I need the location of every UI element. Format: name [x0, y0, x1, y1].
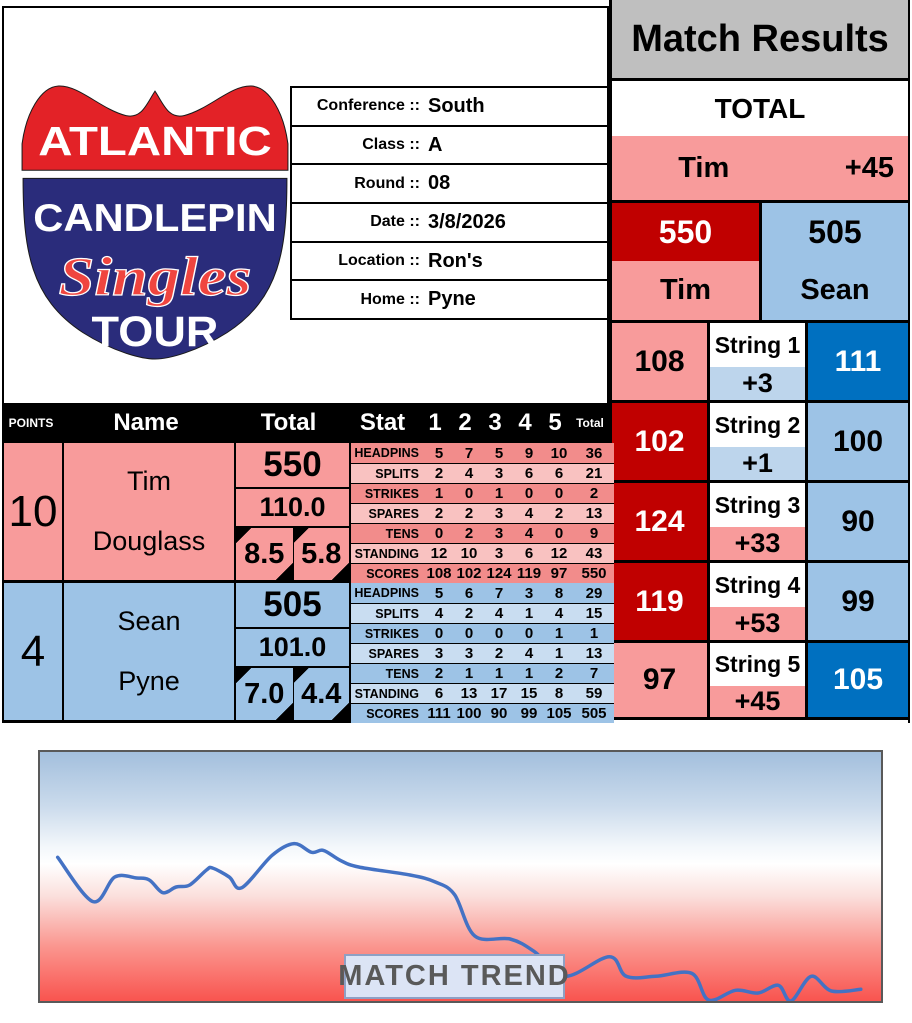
stat-value-game-2: 2: [454, 503, 484, 523]
info-value: 08: [428, 172, 451, 195]
string-row-2: [612, 400, 908, 480]
stat-value-game-2: 2: [454, 603, 484, 623]
string-diff: +33: [710, 527, 805, 560]
stat-value-game-2: 10: [454, 543, 484, 563]
stat-total: 2: [574, 483, 614, 503]
info-value: A: [428, 133, 443, 156]
stat-value-game-3: 3: [484, 523, 514, 543]
info-row-2: [292, 127, 607, 166]
stat-value-game-3: 5: [484, 443, 514, 463]
leader-row: [612, 136, 908, 200]
info-value: Ron's: [428, 249, 483, 272]
header-total: Total: [260, 409, 317, 436]
stat-value-game-5: 0: [544, 523, 574, 543]
stat-value-game-4: 1: [514, 603, 544, 623]
stat-value-game-5: 1: [544, 623, 574, 643]
stat-value-game-1: 3: [424, 643, 454, 663]
player-points: 4: [20, 626, 46, 676]
stat-value-game-3: 3: [484, 543, 514, 563]
info-row-3: [292, 165, 607, 204]
stat-value-game-4: 4: [514, 503, 544, 523]
string-mid: [710, 563, 808, 640]
stat-value-game-2: 2: [454, 523, 484, 543]
player-name: [62, 443, 234, 580]
stat-value-game-3: 1: [484, 483, 514, 503]
player-last-name: Pyne: [118, 666, 180, 697]
header-game-5: 5: [548, 409, 562, 436]
stat-total: 29: [574, 583, 614, 603]
player-metric-b: 4.4: [293, 668, 350, 720]
total-score-right: 505: [762, 203, 908, 261]
stat-value-game-1: 111: [424, 703, 454, 723]
string-mid: [710, 403, 808, 480]
player-last-name: Douglass: [92, 526, 206, 557]
stat-value-game-4: 6: [514, 463, 544, 483]
player-total: 505: [236, 583, 349, 629]
stat-value-game-5: 97: [544, 563, 574, 583]
string-mid: [710, 643, 808, 717]
stat-value-game-4: 119: [514, 563, 544, 583]
stat-value-game-1: 5: [424, 443, 454, 463]
stat-value-game-1: 2: [424, 463, 454, 483]
header-game-2: 2: [458, 409, 472, 436]
header-game-1: 1: [428, 409, 442, 436]
string-left-score: 124: [612, 483, 710, 560]
logo-text-atlantic: ATLANTIC: [38, 118, 272, 165]
stat-label: TENS: [351, 663, 424, 683]
stat-total: 13: [574, 643, 614, 663]
stat-value-game-1: 5: [424, 583, 454, 603]
string-label: String 3: [710, 483, 805, 527]
stat-label: SPLITS: [351, 463, 424, 483]
header-total-small: Total: [576, 416, 604, 430]
stat-label: STRIKES: [351, 623, 424, 643]
info-label: Date ::: [370, 213, 420, 231]
stat-value-game-5: 6: [544, 463, 574, 483]
string-row-3: [612, 480, 908, 560]
stat-value-game-3: 0: [484, 623, 514, 643]
stat-value-game-4: 99: [514, 703, 544, 723]
tour-logo: [18, 78, 292, 364]
string-diff: +1: [710, 447, 805, 480]
string-diff: +53: [710, 607, 805, 640]
stat-label: TENS: [351, 523, 424, 543]
string-left-score: 97: [612, 643, 710, 717]
stat-value-game-1: 0: [424, 523, 454, 543]
string-diff: +45: [710, 686, 805, 717]
info-value: Pyne: [428, 288, 476, 311]
player-average: 110.0: [236, 489, 349, 528]
match-results-panel: [609, 0, 910, 723]
player-metric-a: 8.5: [236, 528, 293, 580]
player-stats-grid: [349, 583, 612, 720]
players-table-header: [2, 403, 610, 443]
stat-label: SPARES: [351, 643, 424, 663]
stat-value-game-3: 3: [484, 463, 514, 483]
stat-value-game-5: 8: [544, 683, 574, 703]
string-left-score: 108: [612, 323, 710, 400]
stat-total: 59: [574, 683, 614, 703]
player-first-name: Sean: [117, 605, 181, 636]
stat-value-game-4: 9: [514, 443, 544, 463]
stat-label: STRIKES: [351, 483, 424, 503]
player-name-right: Sean: [762, 261, 908, 320]
player-metric-b: 5.8: [293, 528, 350, 580]
stat-value-game-1: 4: [424, 603, 454, 623]
total-header: TOTAL: [612, 81, 908, 136]
player-total-zone: [234, 583, 349, 720]
header-name: Name: [113, 409, 179, 436]
stat-total: 7: [574, 663, 614, 683]
player-total-zone: [234, 443, 349, 580]
info-label: Class ::: [362, 136, 420, 153]
player-stats-grid: [349, 443, 612, 580]
leader-name: Tim: [678, 151, 730, 184]
stat-value-game-3: 1: [484, 663, 514, 683]
string-mid: [710, 483, 808, 560]
info-value: South: [428, 94, 485, 117]
stat-label: STANDING: [351, 683, 424, 703]
match-trend-chart: [38, 750, 883, 1003]
stat-value-game-1: 12: [424, 543, 454, 563]
stat-value-game-5: 0: [544, 483, 574, 503]
header-stat: Stat: [359, 409, 406, 436]
info-value: 3/8/2026: [428, 210, 506, 233]
string-row-5: [612, 640, 908, 720]
info-row-6: [292, 281, 607, 318]
stat-label: STANDING: [351, 543, 424, 563]
string-row-4: [612, 560, 908, 640]
stat-value-game-3: 2: [484, 643, 514, 663]
stat-value-game-5: 105: [544, 703, 574, 723]
stat-label: HEADPINS: [351, 443, 424, 463]
player-row-1: [2, 443, 610, 583]
info-label: Home ::: [360, 290, 420, 308]
stat-label: SPLITS: [351, 603, 424, 623]
stat-value-game-1: 2: [424, 663, 454, 683]
stat-value-game-5: 2: [544, 663, 574, 683]
stat-value-game-3: 90: [484, 703, 514, 723]
string-left-score: 119: [612, 563, 710, 640]
total-score-left: 550: [612, 203, 762, 261]
stat-value-game-2: 4: [454, 463, 484, 483]
player-total: 550: [236, 443, 349, 489]
stat-value-game-4: 4: [514, 523, 544, 543]
stat-value-game-1: 2: [424, 503, 454, 523]
stat-value-game-4: 1: [514, 663, 544, 683]
trend-chart-label: MATCH TREND: [344, 954, 565, 999]
stat-value-game-3: 4: [484, 603, 514, 623]
stat-value-game-5: 1: [544, 643, 574, 663]
stat-value-game-5: 10: [544, 443, 574, 463]
player-metric-a: 7.0: [236, 668, 293, 720]
stat-label: SPARES: [351, 503, 424, 523]
stat-value-game-2: 3: [454, 643, 484, 663]
stat-value-game-3: 17: [484, 683, 514, 703]
string-left-score: 102: [612, 403, 710, 480]
string-right-score: 105: [808, 643, 908, 717]
player-name: [62, 583, 234, 720]
stat-total: 505: [574, 703, 614, 723]
stat-label: SCORES: [351, 703, 424, 723]
header-box: [2, 6, 609, 403]
stat-value-game-2: 100: [454, 703, 484, 723]
stat-total: 9: [574, 523, 614, 543]
stat-value-game-2: 0: [454, 623, 484, 643]
stat-value-game-4: 0: [514, 623, 544, 643]
player-metrics: [236, 668, 349, 720]
match-info-box: [290, 86, 609, 320]
stat-value-game-3: 3: [484, 503, 514, 523]
stat-value-game-3: 124: [484, 563, 514, 583]
string-label: String 2: [710, 403, 805, 447]
string-diff: +3: [710, 367, 805, 400]
stat-total: 13: [574, 503, 614, 523]
stat-total: 15: [574, 603, 614, 623]
stat-value-game-2: 6: [454, 583, 484, 603]
stat-total: 550: [574, 563, 614, 583]
string-right-score: 100: [808, 403, 908, 480]
stat-value-game-4: 4: [514, 643, 544, 663]
logo-text-tour: TOUR: [91, 307, 219, 356]
leader-margin: +45: [844, 151, 894, 184]
stat-value-game-1: 108: [424, 563, 454, 583]
string-mid: [710, 323, 808, 400]
string-right-score: 111: [808, 323, 908, 400]
stat-value-game-2: 0: [454, 483, 484, 503]
info-row-4: [292, 204, 607, 243]
header-game-4: 4: [518, 409, 532, 436]
stat-value-game-3: 7: [484, 583, 514, 603]
string-right-score: 90: [808, 483, 908, 560]
stat-value-game-2: 7: [454, 443, 484, 463]
stat-value-game-4: 0: [514, 483, 544, 503]
player-points: 10: [8, 486, 58, 536]
info-row-1: [292, 88, 607, 127]
stat-value-game-1: 0: [424, 623, 454, 643]
player-names-row: [612, 261, 908, 320]
player-name-left: Tim: [612, 261, 762, 320]
player-row-2: [2, 583, 610, 723]
stat-value-game-5: 12: [544, 543, 574, 563]
info-label: Conference ::: [316, 97, 420, 115]
stat-value-game-2: 102: [454, 563, 484, 583]
stat-value-game-5: 4: [544, 603, 574, 623]
stat-label: SCORES: [351, 563, 424, 583]
stat-value-game-5: 2: [544, 503, 574, 523]
info-label: Round ::: [354, 174, 420, 192]
header-game-3: 3: [488, 409, 502, 436]
stat-value-game-4: 3: [514, 583, 544, 603]
info-label: Location ::: [338, 252, 420, 270]
stat-label: HEADPINS: [351, 583, 424, 603]
header-points: POINTS: [8, 416, 54, 430]
stat-total: 43: [574, 543, 614, 563]
player-first-name: Tim: [127, 465, 171, 496]
total-scores-row: [612, 200, 908, 261]
stat-value-game-2: 13: [454, 683, 484, 703]
string-label: String 5: [710, 643, 805, 686]
string-label: String 4: [710, 563, 805, 607]
page-title: Match Results: [612, 0, 908, 81]
info-row-5: [292, 243, 607, 282]
stat-value-game-5: 8: [544, 583, 574, 603]
player-metrics: [236, 528, 349, 580]
string-right-score: 99: [808, 563, 908, 640]
stat-value-game-1: 6: [424, 683, 454, 703]
logo-text-candlepin: CANDLEPIN: [33, 197, 277, 241]
string-label: String 1: [710, 323, 805, 367]
stat-total: 1: [574, 623, 614, 643]
stat-total: 21: [574, 463, 614, 483]
player-average: 101.0: [236, 629, 349, 668]
stat-total: 36: [574, 443, 614, 463]
logo-text-singles: Singles: [58, 246, 252, 308]
string-row-1: [612, 320, 908, 400]
stat-value-game-1: 1: [424, 483, 454, 503]
stat-value-game-4: 6: [514, 543, 544, 563]
stat-value-game-4: 15: [514, 683, 544, 703]
stat-value-game-2: 1: [454, 663, 484, 683]
